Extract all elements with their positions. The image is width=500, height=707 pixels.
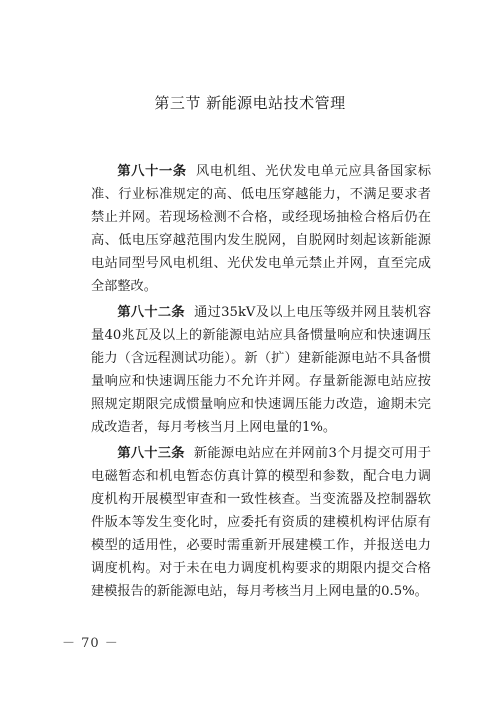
document-body	[91, 160, 431, 606]
article-number: 第八十一条	[117, 164, 187, 179]
article-81	[91, 160, 431, 298]
article-text: 通过35kV及以上电压等级并网且装机容量40兆瓦及以上的新能源电站应具备惯量响应和快速调压能力（含远程测试功能）。新（扩）建新能源电站不具备惯量响应和快速调压能力不允许并网。存量新能源电站应按照规定期限完成惯量响应和快速调压能力改造，逾期未完成改造者，每月考核当月上网电量的1%。	[91, 305, 432, 435]
section-title: 第三节 新能源电站技术管理	[154, 94, 346, 112]
article-text: 风电机组、光伏发电单元应具备国家标准、行业标准规定的高、低电压穿越能力，不满足要求者禁止并网。若现场检测不合格，或经现场抽检合格后仍在高、低电压穿越范围内发生脱网，自脱网时刻起该新能源电站同型号风电机组、光伏发电单元禁止并网，直至完成全部整改。	[91, 164, 432, 294]
article-83	[91, 442, 431, 603]
article-number: 第八十二条	[117, 305, 185, 320]
page-number: － 70 －	[62, 636, 119, 651]
article-text: 新能源电站应在并网前3个月提交可用于电磁暂态和机电暂态仿真计算的模型和参数，配合电力调度机构开展模型审查和一致性核查。当变流器及控制器软件版本等发生变化时，应委托有资质的建模机构评估原有模型的适用性，必要时需重新开展建模工作，并报送电力调度机构。对于未在电力调度机构要求的期限内提交合格建模报告的新能源电站，每月考核当月上网电量的0.5%。	[91, 446, 432, 599]
article-82	[91, 301, 431, 439]
article-number: 第八十三条	[117, 446, 185, 461]
